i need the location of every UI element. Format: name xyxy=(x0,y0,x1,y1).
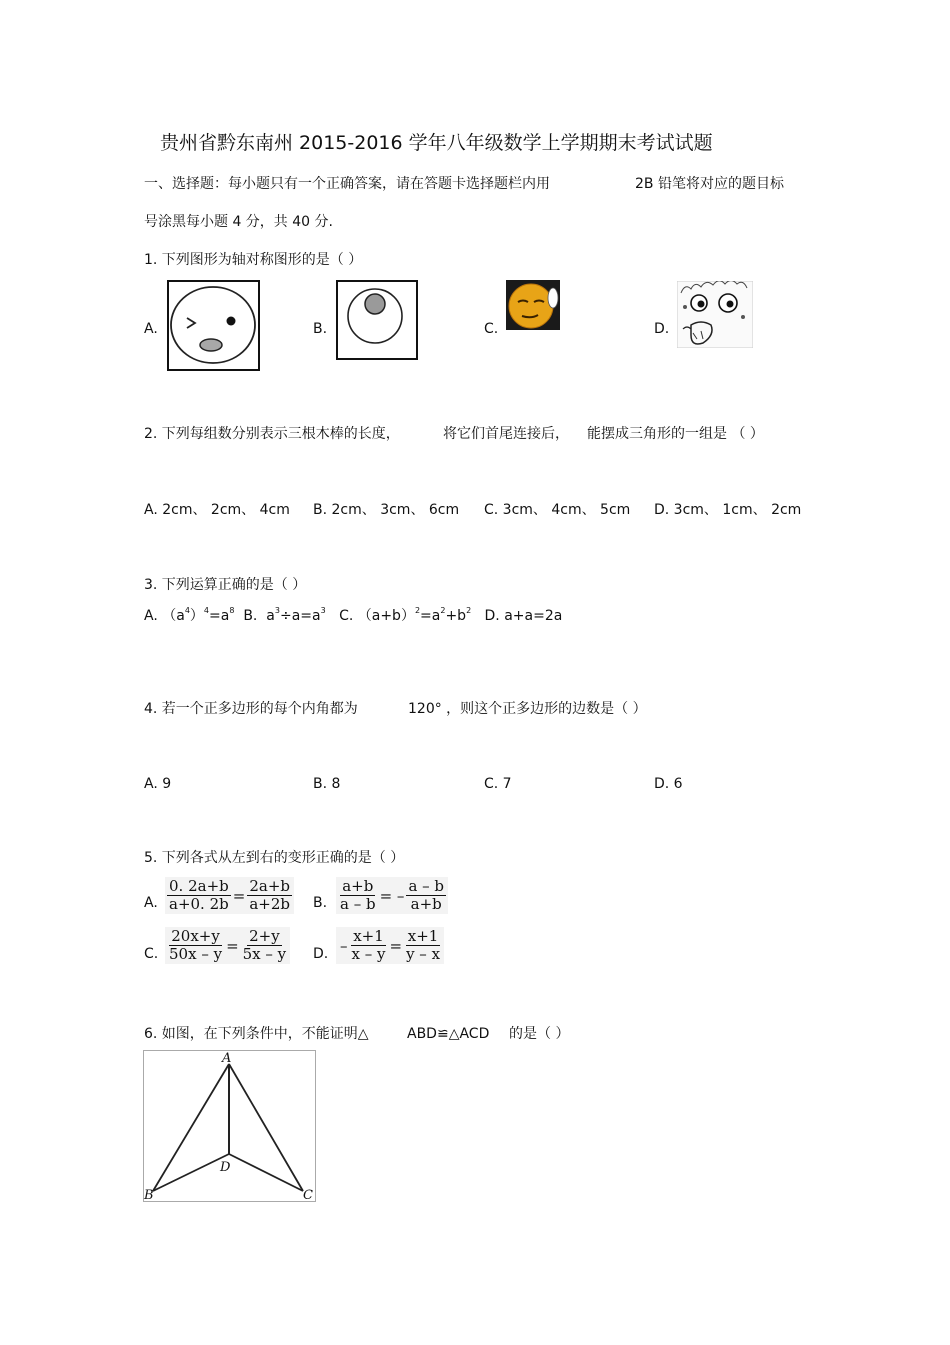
q1-figure-c-emoji-icon xyxy=(506,280,560,330)
q5-option-c-label: C. xyxy=(144,946,159,962)
q5-option-c-expr: $\frac{20x+y}{50x - y}$ = $\frac{2+y}{5x - y}$ xyxy=(165,927,290,964)
q3-options xyxy=(144,607,562,625)
section-instructions-line2: 号涂黑每小题 4 分，共 40 分. xyxy=(144,214,333,230)
q6-point-a-label: A xyxy=(222,1051,232,1066)
q5-option-a-label: A. xyxy=(144,895,158,911)
q1-option-a-label: A. xyxy=(144,321,158,337)
q4-option-c: C. 7 xyxy=(484,776,512,792)
q3-option-c-label: C. xyxy=(339,608,354,624)
q1-figure-a-face-icon xyxy=(167,280,260,371)
q4-option-a: A. 9 xyxy=(144,776,172,792)
q3-option-d: D. a+a=2a xyxy=(484,608,563,624)
q2-option-b: B. 2cm、 3cm、 6cm xyxy=(313,502,460,518)
page-title: 贵州省黔东南州 2015-2016 学年八年级数学上学期期末考试试题 xyxy=(160,132,713,154)
q4-stem-part2: 120° ，则这个正多边形的边数是（ ） xyxy=(408,701,647,717)
q3-option-a-label: A. xyxy=(144,608,158,624)
q2-option-d: D. 3cm、 1cm、 2cm xyxy=(654,502,802,518)
q1-option-c-label: C. xyxy=(484,321,499,337)
q1-stem: 1. 下列图形为轴对称图形的是（ ） xyxy=(144,252,363,268)
q4-option-b: B. 8 xyxy=(313,776,341,792)
q6-stem-part2: ABD≌△ACD xyxy=(407,1026,490,1042)
q2-stem-part3: 能摆成三角形的一组是 （ ） xyxy=(587,426,764,442)
q4-stem-part1: 4. 若一个正多边形的每个内角都为 xyxy=(144,701,358,717)
q1-figure-d-cartoon-icon xyxy=(677,281,753,348)
q2-option-a: A. 2cm、 2cm、 4cm xyxy=(144,502,290,518)
q4-option-d: D. 6 xyxy=(654,776,683,792)
q3-option-a-expr: $(a^4)^4=a^8$ xyxy=(162,606,235,624)
q6-triangle-diagram xyxy=(143,1050,316,1202)
q3-stem: 3. 下列运算正确的是（ ） xyxy=(144,577,307,593)
q5-option-b-label: B. xyxy=(313,895,328,911)
q5-option-d-expr: – $\frac{x+1}{x - y}$ = $\frac{x+1}{y - x}$ xyxy=(336,927,444,964)
q5-stem: 5. 下列各式从左到右的变形正确的是（ ） xyxy=(144,850,405,866)
q5-option-a-expr: $\frac{0. 2a+b}{a+0. 2b}$ = $\frac{2a+b}{a+2b}$ xyxy=(165,877,294,914)
q5-option-d-label: D. xyxy=(313,946,329,962)
q3-option-b-expr: $a^3\div a=a^3$ xyxy=(266,606,326,624)
q2-option-c: C. 3cm、 4cm、 5cm xyxy=(484,502,631,518)
q3-option-c-expr: $(a+b)^2=a^2+b^2$ xyxy=(357,606,472,624)
q3-option-b-label: B. xyxy=(243,608,258,624)
section-instructions-line1a: 一、选择题：每小题只有一个正确答案，请在答题卡选择题栏内用 xyxy=(144,176,550,192)
section-instructions-line1b: 2B 铅笔将对应的题目标 xyxy=(635,176,784,192)
q1-figure-b-circle-icon xyxy=(336,280,418,360)
q5-option-b-expr: $\frac{a+b}{a - b}$ = – $\frac{a - b}{a+b}$ xyxy=(336,877,448,914)
q6-point-c-label: C xyxy=(303,1188,313,1202)
q1-option-b-label: B. xyxy=(313,321,328,337)
q2-stem-part2: 将它们首尾连接后， xyxy=(443,426,569,442)
q6-point-b-label: B xyxy=(144,1188,154,1202)
q1-option-d-label: D. xyxy=(654,321,670,337)
q2-stem-part1: 2. 下列每组数分别表示三根木棒的长度， xyxy=(144,426,400,442)
q6-point-d-label: D xyxy=(220,1160,231,1175)
q6-stem-part3: 的是（ ） xyxy=(509,1026,570,1042)
q6-stem-part1: 6. 如图，在下列条件中，不能证明△ xyxy=(144,1026,369,1042)
